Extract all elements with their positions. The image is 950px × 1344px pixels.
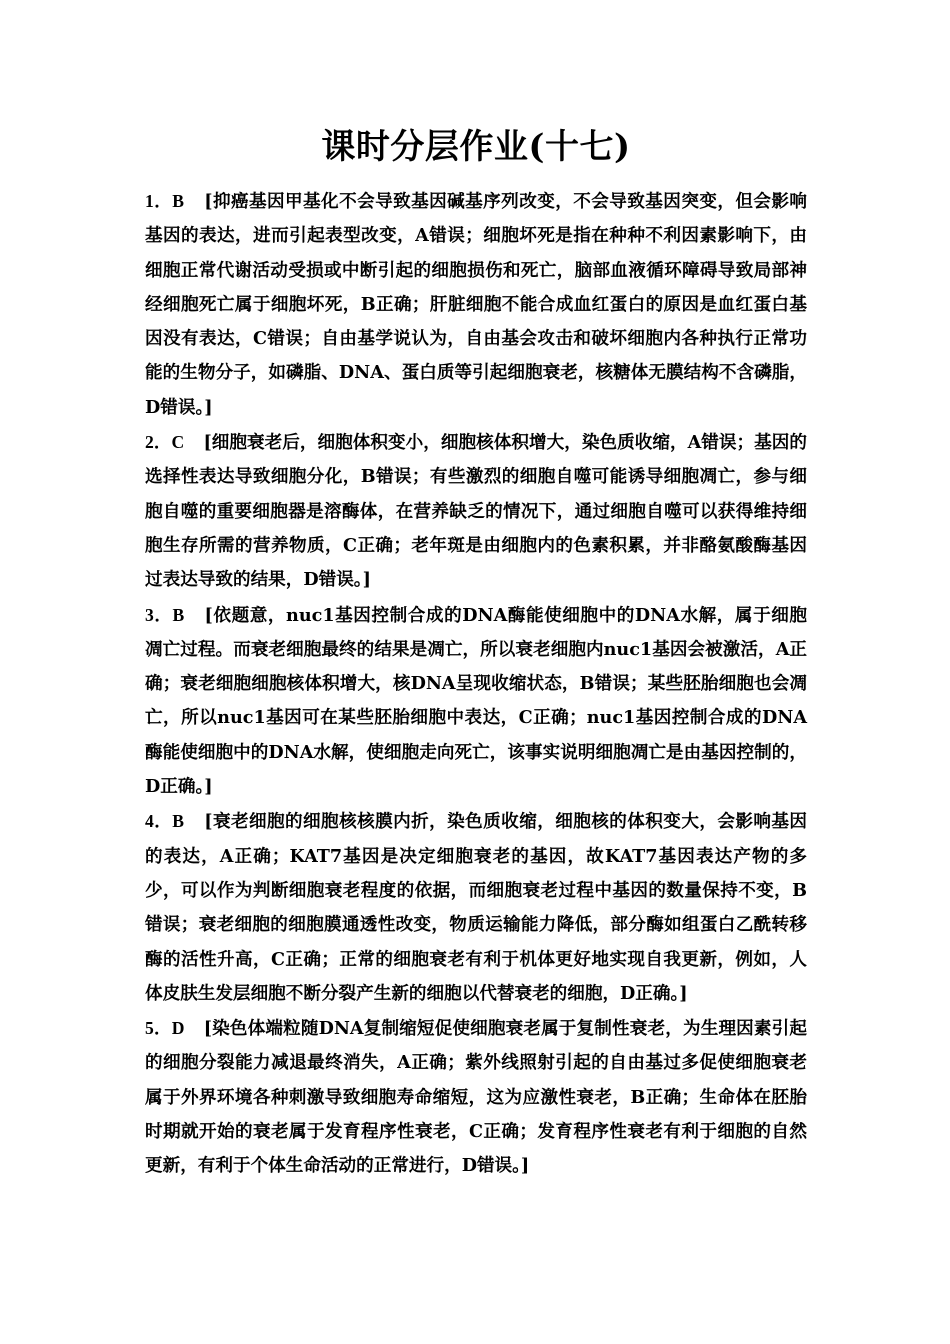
document-page bbox=[145, 125, 807, 1184]
answer-explanation: [染色体端粒随DNA复制缩短促使细胞衰老属于复制性衰老，为生理因素引起的细胞分裂能力减退最终消失，A正确；紫外线照射引起的自由基过多促使细胞衰老属于外界环境各种刺激导致细胞寿命缩短，这为应激性衰老，B正确；生命体在胚胎时期就开始的衰老属于发育程序性衰老，C正确；发育程序性衰老有利于细胞的自然更新，有利于个体生命活动的正常进行，D错误。] bbox=[145, 1018, 807, 1177]
answer-number: 4． bbox=[145, 811, 173, 832]
answer-choice: B bbox=[172, 604, 185, 625]
answer-number: 3． bbox=[145, 604, 173, 625]
answer-explanation: [衰老细胞的细胞核核膜内折，染色质收缩，细胞核的体积变大，会影响基因的表达，A正确；KAT7基因是决定细胞衰老的基因，故KAT7基因表达产物的多少，可以作为判断细胞衰老程度的依据，而细胞衰老过程中基因的数量保持不变，B错误；衰老细胞的细胞膜通透性改变，物质运输能力降低，部分酶如组蛋白乙酰转移酶的活性升高，C正确；正常的细胞衰老有利于机体更好地实现自我更新，例如，人体皮肤生发层细胞不断分裂产生新的细胞以代替衰老的细胞，D正确。] bbox=[145, 811, 807, 1004]
answer-item-4 bbox=[145, 804, 807, 1011]
answer-item-2 bbox=[145, 425, 807, 597]
answer-number: 2． bbox=[145, 432, 172, 453]
page-title: 课时分层作业(十七) bbox=[321, 127, 631, 167]
answer-item-1 bbox=[145, 184, 807, 425]
answer-choice: C bbox=[171, 432, 185, 453]
answer-explanation: [依题意，nuc1基因控制合成的DNA酶能使细胞中的DNA水解，属于细胞凋亡过程。而衰老细胞最终的结果是凋亡，所以衰老细胞内nuc1基因会被激活，A正确；衰老细胞细胞核体积增大，核DNA呈现收缩状态，B错误；某些胚胎细胞也会凋亡，所以nuc1基因可在某些胚胎细胞中表达，C正确；nuc1基因控制合成的DNA酶能使细胞中的DNA水解，使细胞走向死亡，该事实说明细胞凋亡是由基因控制的，D正确。] bbox=[145, 604, 807, 798]
answer-choice: B bbox=[172, 191, 184, 211]
answer-item-3 bbox=[145, 598, 807, 805]
answer-number: 1． bbox=[145, 191, 173, 211]
answer-number: 5． bbox=[145, 1018, 172, 1039]
answer-item-5 bbox=[145, 1011, 807, 1183]
answer-choice: B bbox=[172, 811, 184, 832]
answer-choice: D bbox=[171, 1018, 185, 1039]
answer-explanation: [细胞衰老后，细胞体积变小，细胞核体积增大，染色质收缩，A错误；基因的选择性表达导致细胞分化，B错误；有些激烈的细胞自噬可能诱导细胞凋亡，参与细胞自噬的重要细胞器是溶酶体，在营养缺乏的情况下，通过细胞自噬可以获得维持细胞生存所需的营养物质，C正确；老年斑是由细胞内的色素积累，并非酪氨酸酶基因过表达导致的结果，D错误。] bbox=[145, 432, 807, 591]
answer-explanation: [抑癌基因甲基化不会导致基因碱基序列改变，不会导致基因突变，但会影响基因的表达，进而引起表型改变，A错误；细胞坏死是指在种种不利因素影响下，由细胞正常代谢活动受损或中断引起的细胞损伤和死亡，脑部血液循环障碍导致局部神经细胞死亡属于细胞坏死，B正确；肝脏细胞不能合成血红蛋白的原因是血红蛋白基因没有表达，C错误；自由基学说认为，自由基会攻击和破坏细胞内各种执行正常功能的生物分子，如磷脂、DNA、蛋白质等引起细胞衰老，核糖体无膜结构不含磷脂，D错误。] bbox=[145, 191, 807, 418]
